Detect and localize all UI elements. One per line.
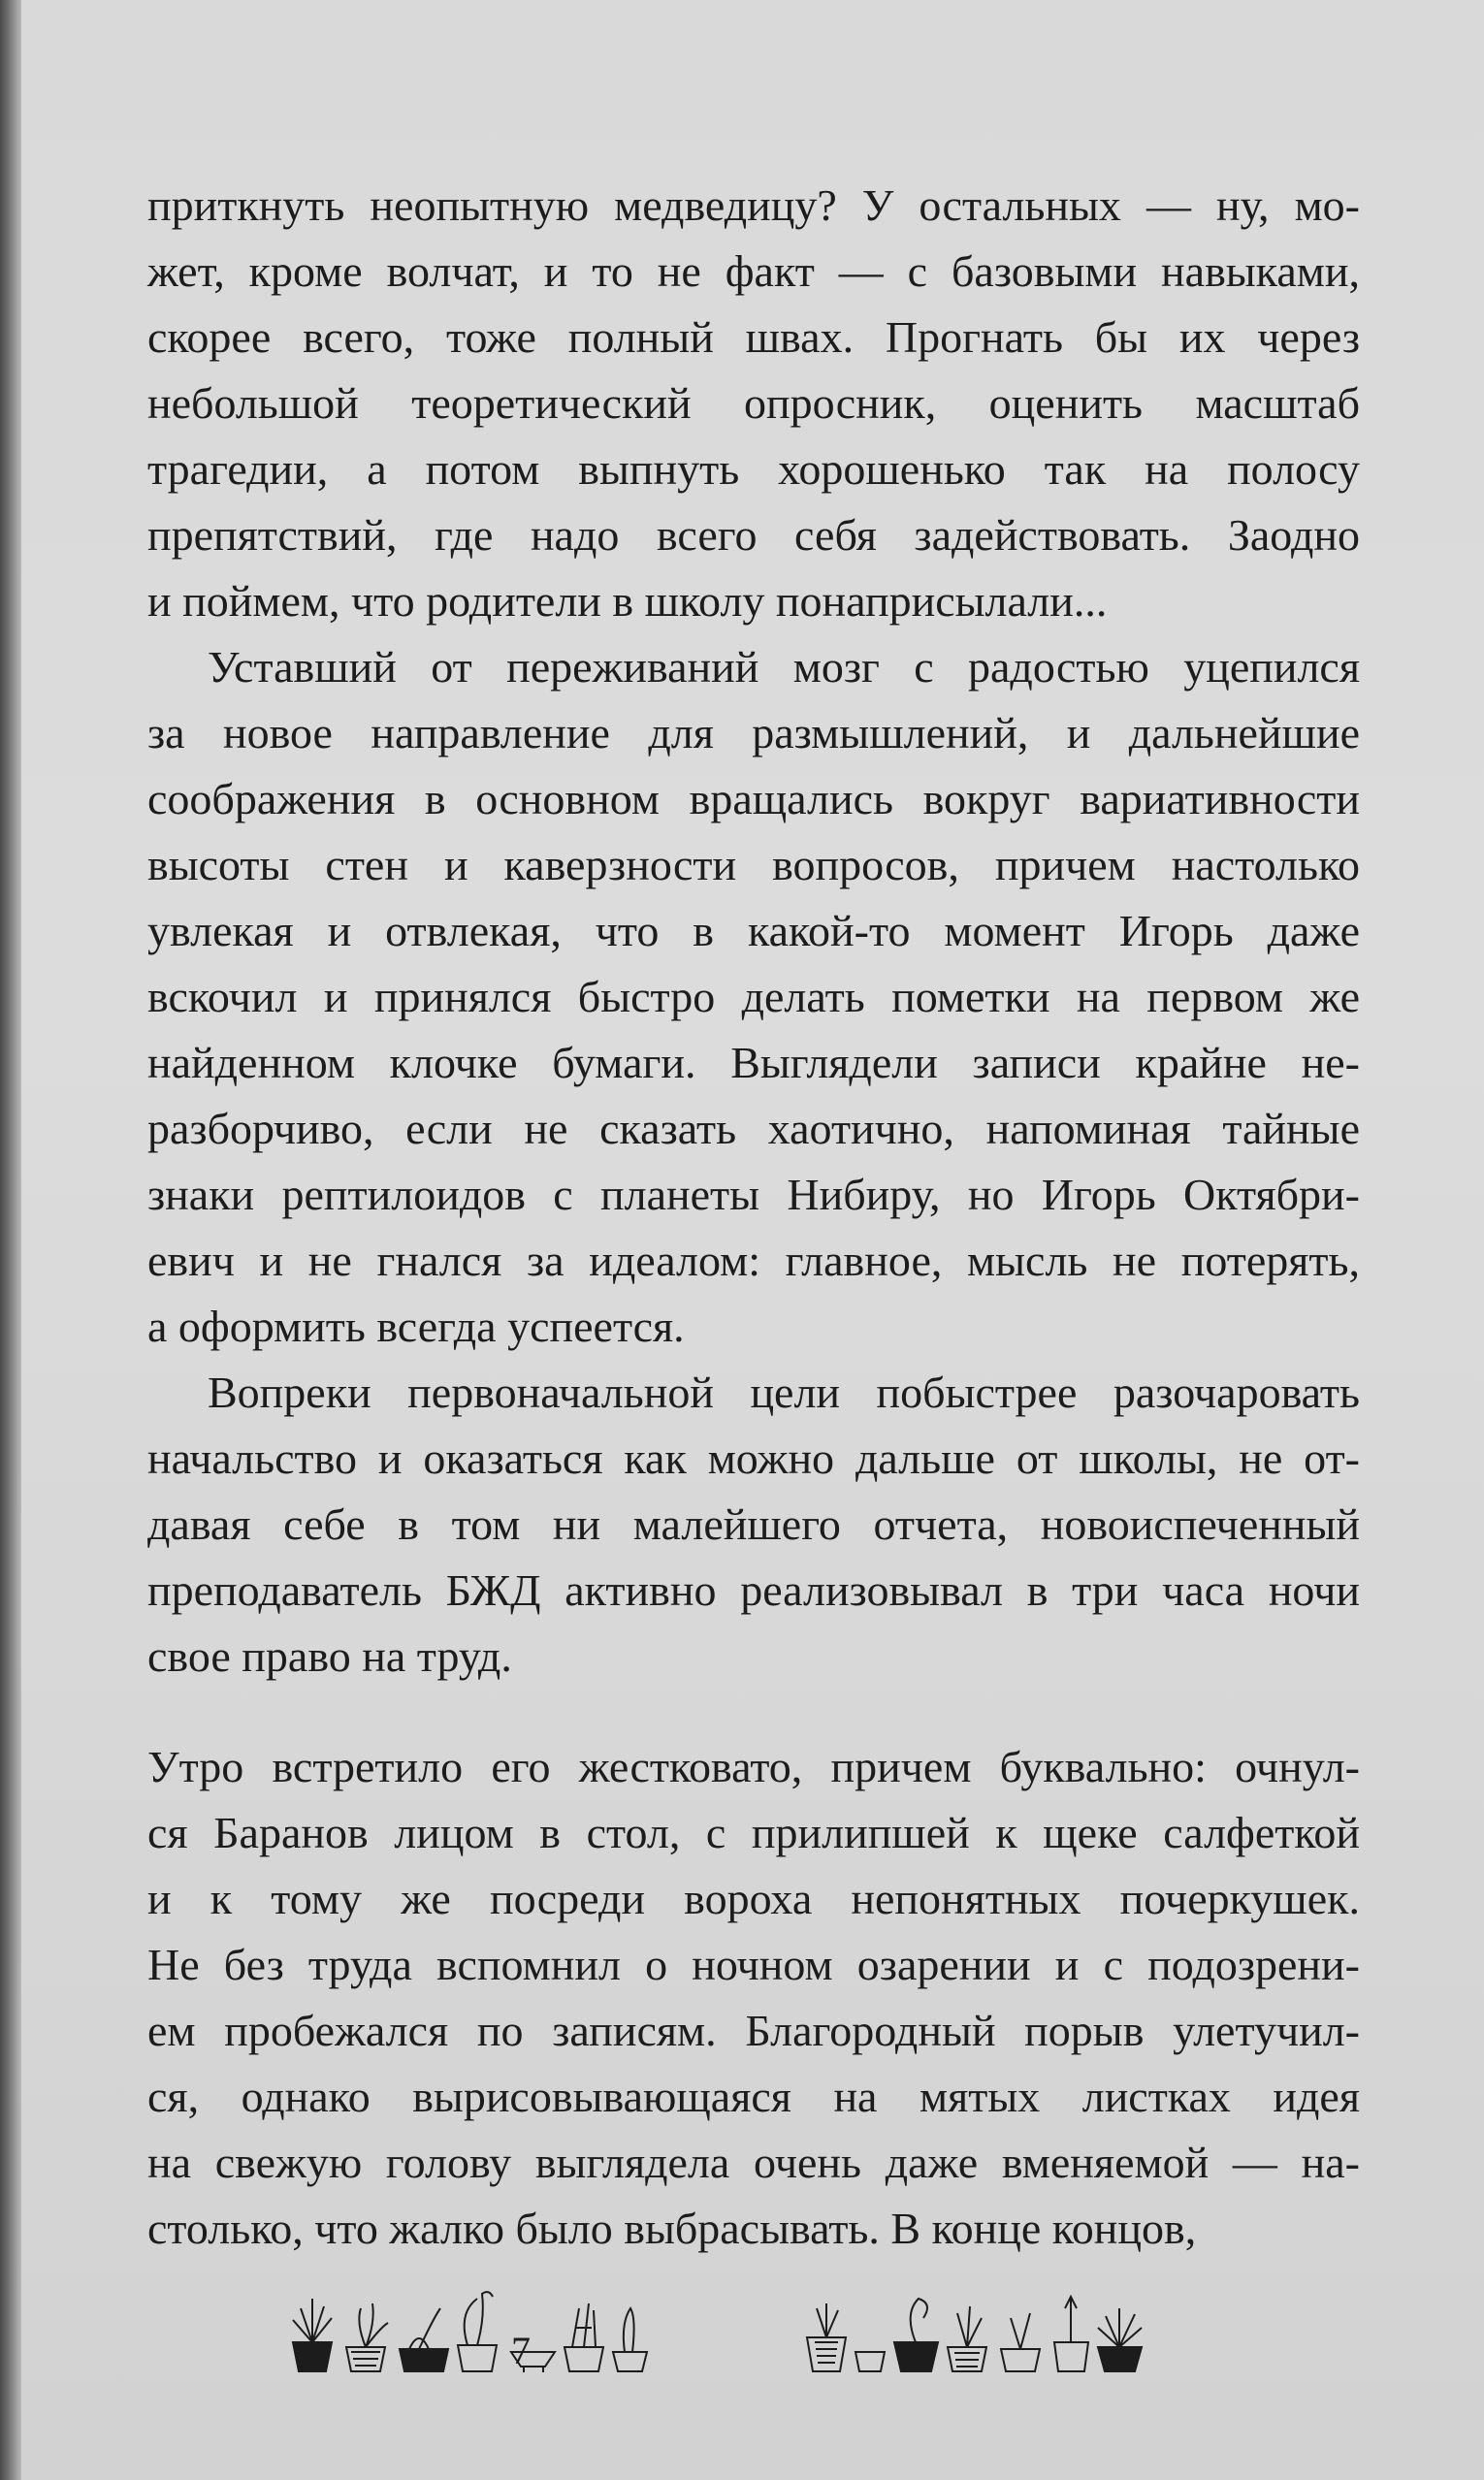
- text-line: евич и не гнался за идеалом: главное, мысль не потерять,: [147, 1236, 1360, 1285]
- text-line: Не без труда вспомнил о ночном озарении и с подозрени-: [147, 1940, 1360, 1989]
- text-line: Вопреки первоначальной цели побыстрее разочаровать: [208, 1368, 1360, 1417]
- text-block-bottom: [147, 1734, 1360, 2262]
- book-page: [21, 0, 1484, 2480]
- text-line: свое право на труд.: [147, 1631, 512, 1681]
- text-line: на свежую голову выглядела очень даже вменяемой — на-: [147, 2138, 1360, 2187]
- text-line: давая себе в том ни малейшего отчета, новоиспеченный: [147, 1499, 1360, 1549]
- text-line: Утро встретило его жестковато, причем буквально: очнул-: [147, 1742, 1360, 1791]
- text-line: высоты стен и каверзности вопросов, причем настолько: [147, 840, 1360, 889]
- text-line: преподаватель БЖД активно реализовывал в три часа ночи: [147, 1565, 1360, 1615]
- page-number: 7: [511, 2329, 531, 2372]
- text-line: и поймем, что родители в школу понаприсылали...: [147, 576, 1108, 626]
- text-line: ся Баранов лицом в стол, с прилипшей к щеке салфеткой: [147, 1808, 1360, 1857]
- text-line: а оформить всегда успеется.: [147, 1302, 685, 1351]
- text-line: приткнуть неопытную медведицу? У остальных — ну, мо-: [147, 180, 1360, 230]
- text-block-top: [147, 173, 1360, 1690]
- text-line: соображения в основном вращались вокруг вариативности: [147, 774, 1360, 823]
- text-line: разборчиво, если не сказать хаотично, напоминая тайные: [147, 1104, 1360, 1153]
- text-line: найденном клочке бумаги. Выглядели записи крайне не-: [147, 1038, 1360, 1087]
- text-line: жет, кроме волчат, и то не факт — с базовыми навыками,: [147, 246, 1360, 296]
- text-line: небольшой теоретический опросник, оценить масштаб: [147, 378, 1360, 428]
- text-line: и к тому же посреди вороха непонятных почеркушек.: [147, 1874, 1360, 1923]
- potted-plants-ornament-icon: [264, 2270, 1234, 2376]
- text-line: ся, однако вырисовывающаяся на мятых листках идея: [147, 2072, 1360, 2121]
- text-line: увлекая и отвлекая, что в какой-то момент Игорь даже: [147, 906, 1360, 955]
- text-line: за новое направление для размышлений, и дальнейшие: [147, 708, 1360, 757]
- text-line: скорее всего, тоже полный швах. Прогнать бы их через: [147, 312, 1360, 362]
- text-line: вскочил и принялся быстро делать пометки на первом же: [147, 972, 1360, 1021]
- text-line: трагедии, а потом выпнуть хорошенько так на полосу: [147, 444, 1360, 494]
- text-line: знаки рептилоидов с планеты Нибиру, но Игорь Октябри-: [147, 1170, 1360, 1219]
- text-line: начальство и оказаться как можно дальше от школы, не от-: [147, 1433, 1360, 1483]
- text-line: препятствий, где надо всего себя задействовать. Заодно: [147, 510, 1360, 560]
- text-line: столько, что жалко было выбрасывать. В конце концов,: [147, 2204, 1197, 2253]
- text-line: ем пробежался по записям. Благородный порыв улетучил-: [147, 2006, 1360, 2055]
- plants-ornament: [264, 2270, 1234, 2376]
- text-line: Уставший от переживаний мозг с радостью уцепился: [208, 642, 1360, 692]
